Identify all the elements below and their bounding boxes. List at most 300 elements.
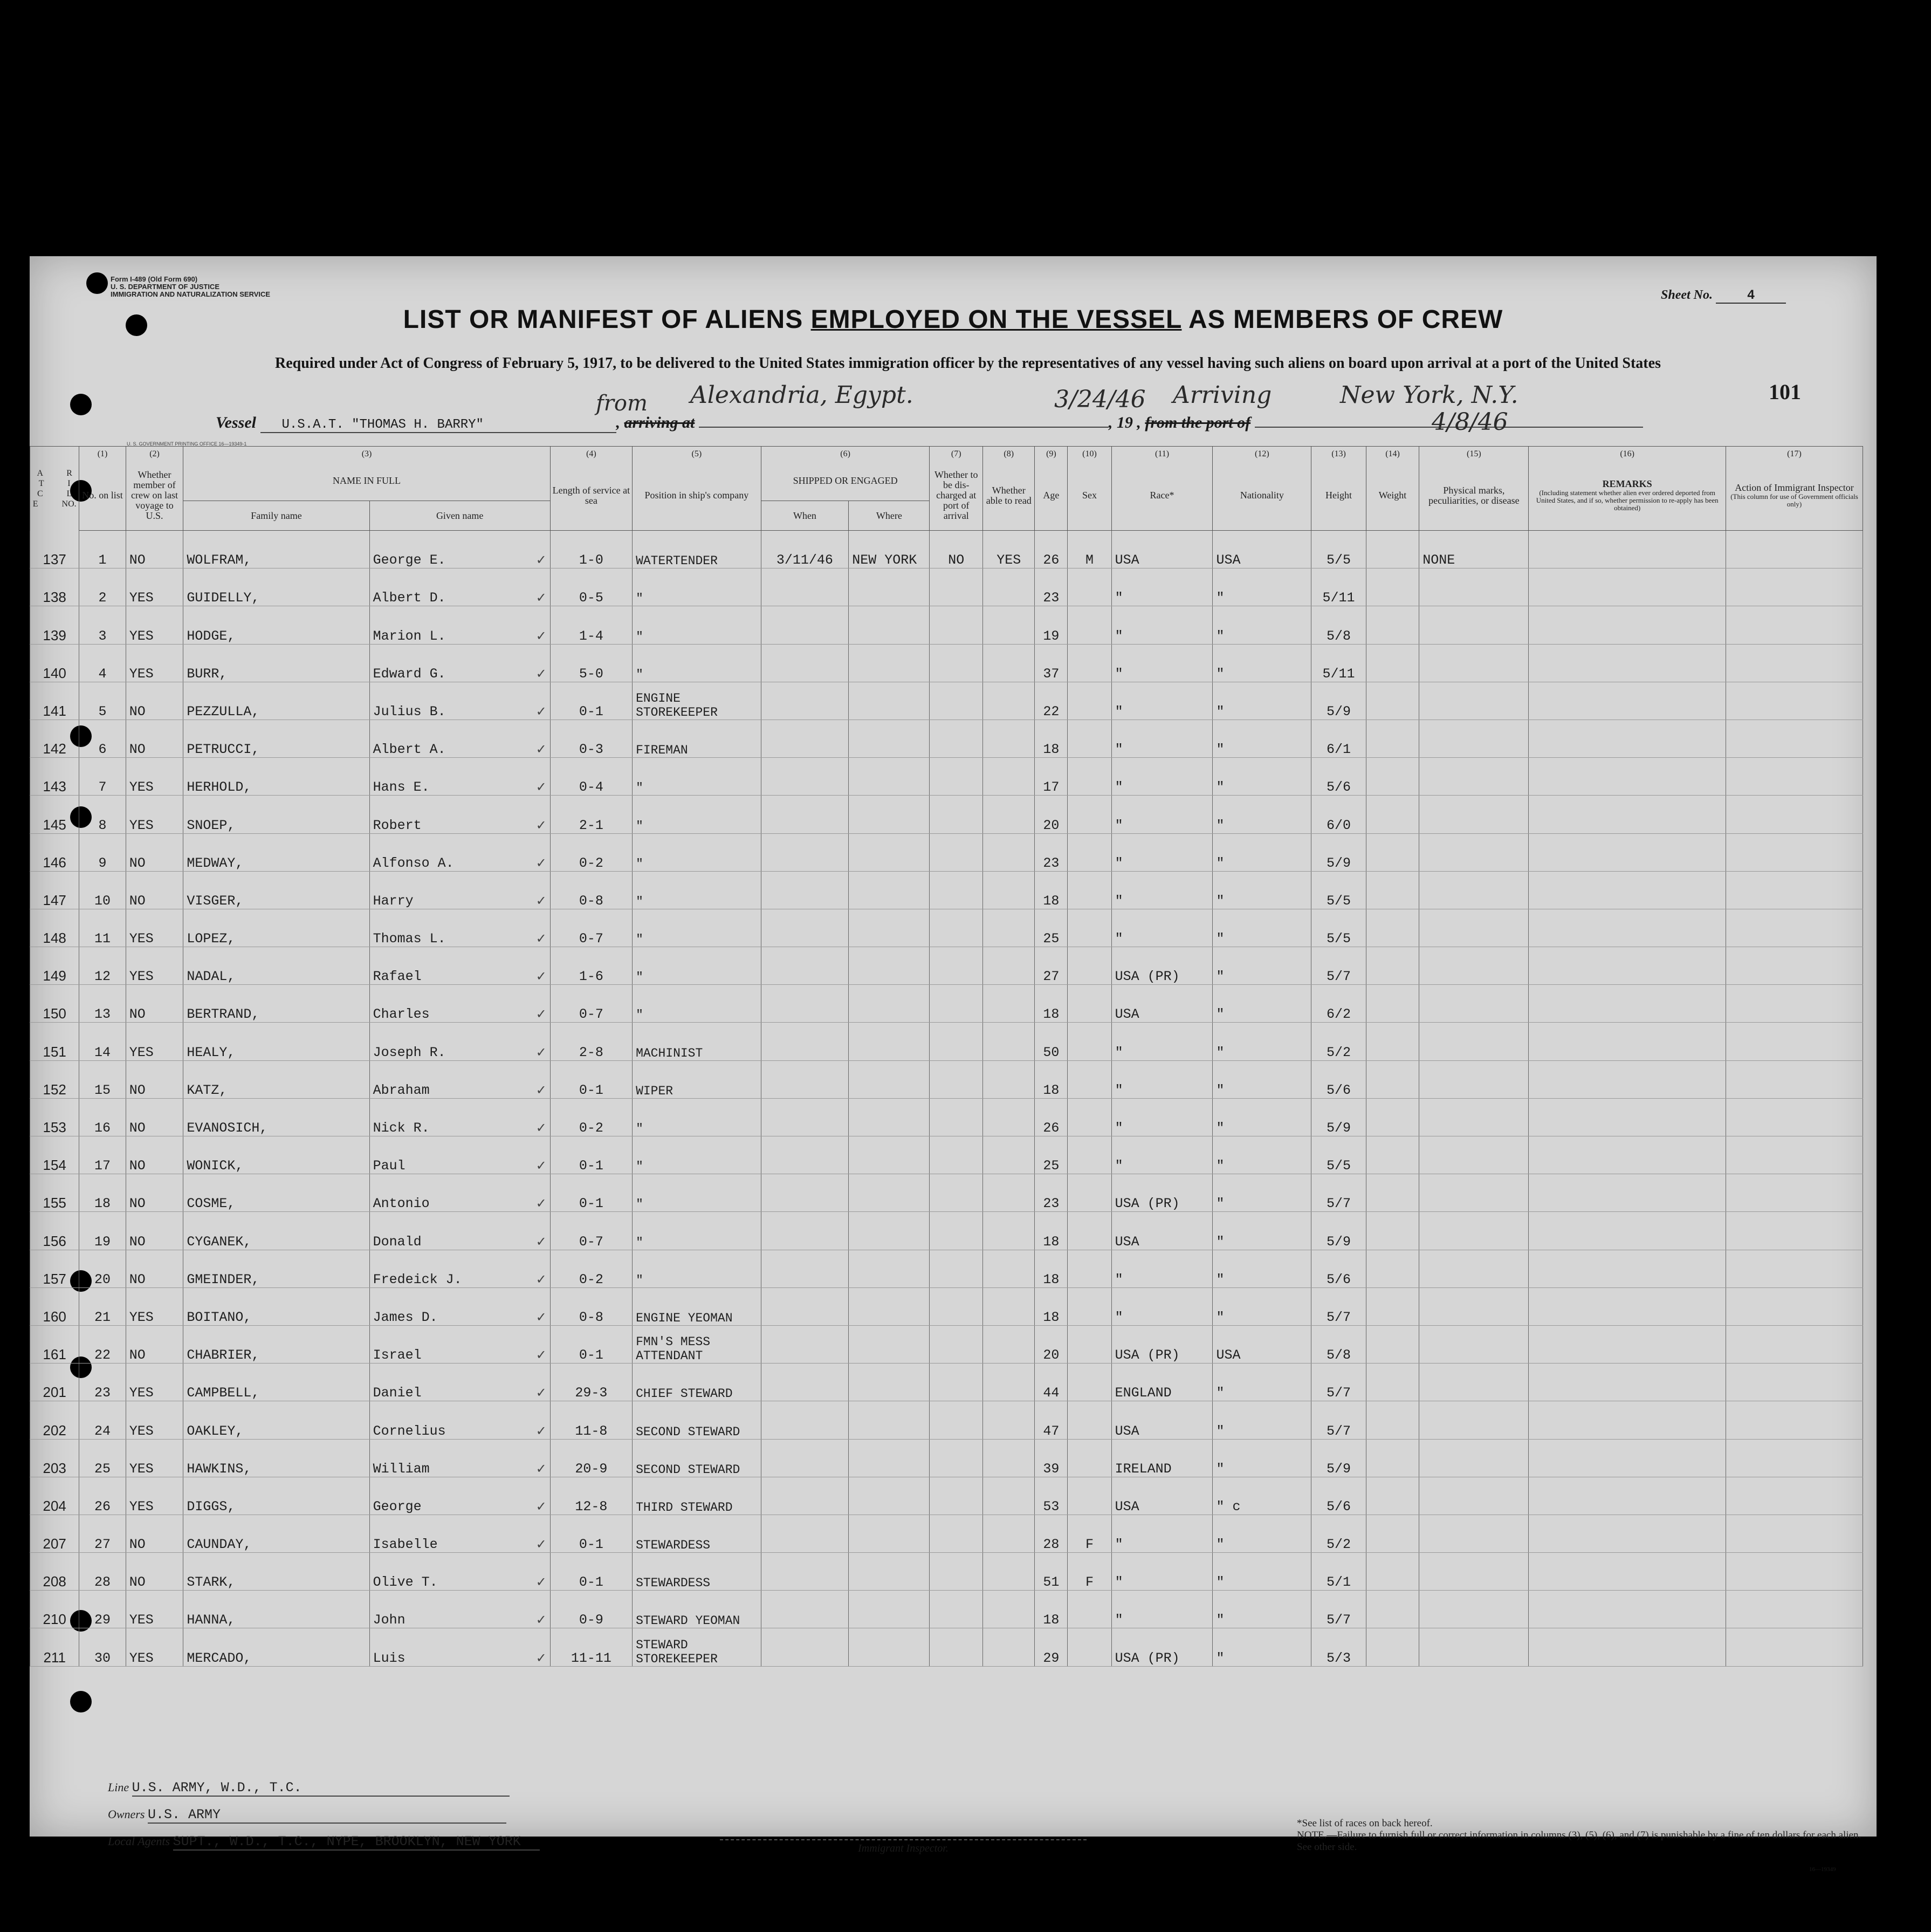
height: 5/6 bbox=[1327, 1498, 1351, 1515]
position-cell bbox=[633, 1628, 761, 1666]
form-service: IMMIGRATION AND NATURALIZATION SERVICE bbox=[111, 290, 271, 298]
col-height: Height bbox=[1311, 461, 1366, 531]
position-cell bbox=[633, 1212, 761, 1250]
list-number: 22 bbox=[94, 1347, 111, 1364]
last-voyage: YES bbox=[129, 1309, 154, 1325]
race-cell bbox=[1111, 1174, 1213, 1212]
list-number: 17 bbox=[94, 1158, 111, 1174]
height: 5/5 bbox=[1327, 552, 1351, 568]
service-length-cell bbox=[550, 568, 632, 606]
article-number: 151 bbox=[43, 1043, 66, 1060]
nationality-cell bbox=[1213, 833, 1311, 871]
given-name: Nick R. bbox=[373, 1120, 430, 1136]
inspector-action-cell bbox=[1726, 1364, 1863, 1401]
race: " bbox=[1115, 703, 1123, 720]
age-cell bbox=[1035, 644, 1068, 682]
nationality-cell bbox=[1213, 985, 1311, 1023]
table-row bbox=[30, 644, 1863, 682]
article-number-cell bbox=[30, 644, 79, 682]
service-length-cell bbox=[550, 909, 632, 947]
table-row bbox=[30, 1098, 1863, 1136]
owners-field bbox=[108, 1807, 506, 1824]
article-number-cell bbox=[30, 947, 79, 985]
height: 5/11 bbox=[1322, 590, 1355, 606]
height: 6/2 bbox=[1327, 1006, 1351, 1023]
height: 5/9 bbox=[1327, 1234, 1351, 1250]
discharged-cell bbox=[930, 606, 983, 644]
age: 25 bbox=[1043, 1158, 1060, 1174]
sex-cell bbox=[1068, 644, 1111, 682]
handwritten-destination: New York, N.Y. bbox=[1340, 381, 1518, 409]
family-name-cell bbox=[183, 1515, 369, 1552]
table-row bbox=[30, 720, 1863, 757]
inspector-action-cell bbox=[1726, 682, 1863, 720]
height: 5/8 bbox=[1327, 1347, 1351, 1364]
height-cell bbox=[1311, 1477, 1366, 1515]
nationality-cell bbox=[1213, 568, 1311, 606]
given-name-cell bbox=[369, 1401, 550, 1439]
able-to-read-cell bbox=[982, 1628, 1034, 1666]
nationality-cell bbox=[1213, 1136, 1311, 1174]
check-mark-icon: ✓ bbox=[535, 1158, 547, 1174]
sex-cell bbox=[1068, 909, 1111, 947]
remarks-cell bbox=[1529, 682, 1726, 720]
family-name: SNOEP, bbox=[187, 817, 236, 833]
service-length: 0-1 bbox=[579, 703, 603, 720]
column-number-row bbox=[30, 447, 1863, 461]
race-cell bbox=[1111, 947, 1213, 985]
list-number: 16 bbox=[94, 1120, 111, 1136]
physical-marks-cell bbox=[1419, 796, 1529, 833]
check-mark-icon: ✓ bbox=[535, 1309, 547, 1325]
check-mark-icon: ✓ bbox=[535, 1574, 547, 1590]
check-mark-icon: ✓ bbox=[535, 1461, 547, 1476]
physical-marks-cell bbox=[1419, 568, 1529, 606]
race-cell bbox=[1111, 796, 1213, 833]
physical-marks-cell bbox=[1419, 1023, 1529, 1060]
shipped-when-cell bbox=[761, 947, 848, 985]
shipped-where-cell bbox=[849, 947, 930, 985]
age-cell bbox=[1035, 909, 1068, 947]
sex-cell bbox=[1068, 531, 1111, 568]
height-cell bbox=[1311, 1628, 1366, 1666]
race: " bbox=[1115, 1537, 1123, 1553]
height: 5/11 bbox=[1322, 666, 1355, 682]
col-11-number: (11) bbox=[1111, 447, 1213, 461]
height: 5/6 bbox=[1327, 1082, 1351, 1098]
inspector-action-cell bbox=[1726, 1136, 1863, 1174]
position: WIPER bbox=[636, 1084, 674, 1098]
position-cell bbox=[633, 1060, 761, 1098]
sex-cell bbox=[1068, 606, 1111, 644]
able-to-read-cell bbox=[982, 909, 1034, 947]
able-to-read-cell bbox=[982, 1325, 1034, 1363]
from-port-label: from the port of bbox=[1145, 414, 1251, 431]
last-voyage-cell bbox=[126, 1023, 183, 1060]
sex-cell bbox=[1068, 1023, 1111, 1060]
physical-marks-cell bbox=[1419, 1325, 1529, 1363]
able-to-read-cell bbox=[982, 947, 1034, 985]
family-name: WONICK, bbox=[187, 1158, 244, 1174]
article-number-cell bbox=[30, 1553, 79, 1591]
age-cell bbox=[1035, 568, 1068, 606]
nationality-cell bbox=[1213, 1287, 1311, 1325]
physical-marks-cell bbox=[1419, 1098, 1529, 1136]
discharged-cell bbox=[930, 1325, 983, 1363]
list-number-cell bbox=[79, 1401, 126, 1439]
family-name: BURR, bbox=[187, 666, 228, 682]
discharged-cell bbox=[930, 1136, 983, 1174]
list-number-cell bbox=[79, 871, 126, 909]
list-number-cell bbox=[79, 644, 126, 682]
nationality-cell bbox=[1213, 1174, 1311, 1212]
position: ENGINE STOREKEEPER bbox=[636, 691, 718, 720]
shipped-when-cell bbox=[761, 1287, 848, 1325]
printer-line: U. S. GOVERNMENT PRINTING OFFICE 16—19349-1 bbox=[127, 441, 247, 447]
list-number: 11 bbox=[94, 931, 111, 947]
position-cell bbox=[633, 644, 761, 682]
col-race: Race* bbox=[1111, 461, 1213, 531]
shipped-where-cell bbox=[849, 1364, 930, 1401]
height-cell bbox=[1311, 531, 1366, 568]
remarks-cell bbox=[1529, 1287, 1726, 1325]
position: STEWARDESS bbox=[636, 1538, 711, 1553]
shipped-when-cell bbox=[761, 1628, 848, 1666]
able-to-read-cell bbox=[982, 1591, 1034, 1628]
service-length: 0-4 bbox=[579, 779, 603, 796]
height: 5/7 bbox=[1327, 969, 1351, 985]
col-family-name: Family name bbox=[183, 501, 369, 531]
position: " bbox=[636, 1122, 643, 1136]
given-name-cell bbox=[369, 644, 550, 682]
last-voyage-cell bbox=[126, 1174, 183, 1212]
list-number: 13 bbox=[94, 1006, 111, 1023]
col-last-voyage: Whether member of crew on last voyage to U.S. bbox=[126, 461, 183, 531]
service-length: 12-8 bbox=[575, 1498, 608, 1515]
shipped-when-cell bbox=[761, 568, 848, 606]
remarks-cell bbox=[1529, 531, 1726, 568]
article-number-cell bbox=[30, 833, 79, 871]
height-cell bbox=[1311, 1060, 1366, 1098]
remarks-cell bbox=[1529, 720, 1726, 757]
physical-marks-cell bbox=[1419, 1553, 1529, 1591]
handwritten-from: from bbox=[596, 391, 648, 416]
punch-hole bbox=[70, 1691, 92, 1712]
age: 47 bbox=[1043, 1423, 1060, 1439]
nationality: " bbox=[1216, 1309, 1225, 1325]
race: IRELAND bbox=[1115, 1461, 1172, 1477]
table-row bbox=[30, 1325, 1863, 1363]
service-length: 0-2 bbox=[579, 1120, 603, 1136]
able-to-read-cell bbox=[982, 1023, 1034, 1060]
position: STEWARD YEOMAN bbox=[636, 1614, 740, 1628]
article-number-cell bbox=[30, 1477, 79, 1515]
physical-marks-cell bbox=[1419, 1477, 1529, 1515]
given-name-cell bbox=[369, 531, 550, 568]
height-cell bbox=[1311, 1553, 1366, 1591]
able-to-read-cell bbox=[982, 1174, 1034, 1212]
article-number: 208 bbox=[43, 1573, 66, 1590]
sex: M bbox=[1085, 552, 1094, 568]
last-voyage-cell bbox=[126, 682, 183, 720]
check-mark-icon: ✓ bbox=[535, 1234, 547, 1249]
age: 22 bbox=[1043, 703, 1060, 720]
col-discharged: Whether to be dis-charged at port of arrival bbox=[930, 461, 983, 531]
list-number-cell bbox=[79, 1628, 126, 1666]
article-number: 156 bbox=[43, 1232, 66, 1249]
physical-marks-cell bbox=[1419, 1287, 1529, 1325]
height: 5/9 bbox=[1327, 855, 1351, 871]
owners-label: Owners bbox=[108, 1807, 145, 1821]
col-physical-marks: Physical marks, peculiarities, or disease bbox=[1419, 461, 1529, 531]
table-row bbox=[30, 1060, 1863, 1098]
weight-cell bbox=[1366, 1212, 1419, 1250]
family-name-cell bbox=[183, 1250, 369, 1287]
article-number: 207 bbox=[43, 1536, 66, 1552]
article-number-cell bbox=[30, 1439, 79, 1477]
col-8-number: (8) bbox=[982, 447, 1034, 461]
nationality: " bbox=[1216, 1196, 1225, 1212]
family-name: KATZ, bbox=[187, 1082, 228, 1098]
discharged-cell bbox=[930, 720, 983, 757]
article-number: 161 bbox=[43, 1346, 66, 1363]
race-cell bbox=[1111, 1060, 1213, 1098]
shipped-where-cell bbox=[849, 682, 930, 720]
race: " bbox=[1115, 1309, 1123, 1325]
service-length-cell bbox=[550, 1287, 632, 1325]
last-voyage: NO bbox=[129, 1158, 146, 1174]
shipped-where-cell bbox=[849, 909, 930, 947]
position-cell bbox=[633, 1591, 761, 1628]
last-voyage: YES bbox=[129, 779, 154, 796]
position: " bbox=[636, 1008, 643, 1023]
age-cell bbox=[1035, 833, 1068, 871]
given-name: Marion L. bbox=[373, 628, 446, 644]
article-number: 155 bbox=[43, 1195, 66, 1211]
family-name-cell bbox=[183, 909, 369, 947]
sex-cell bbox=[1068, 1515, 1111, 1552]
list-number: 7 bbox=[98, 779, 107, 796]
position-cell bbox=[633, 1250, 761, 1287]
weight-cell bbox=[1366, 1250, 1419, 1287]
nationality-cell bbox=[1213, 1628, 1311, 1666]
article-number-cell bbox=[30, 1174, 79, 1212]
age-cell bbox=[1035, 1250, 1068, 1287]
article-number: 137 bbox=[43, 551, 66, 568]
discharged-cell bbox=[930, 1098, 983, 1136]
discharged-cell bbox=[930, 1060, 983, 1098]
shipped-where-cell bbox=[849, 833, 930, 871]
position: " bbox=[636, 1197, 643, 1212]
inspector-action-cell bbox=[1726, 1174, 1863, 1212]
discharged-cell bbox=[930, 1628, 983, 1666]
race-cell bbox=[1111, 1136, 1213, 1174]
physical-marks-cell bbox=[1419, 682, 1529, 720]
nationality: " c bbox=[1216, 1498, 1241, 1515]
race: " bbox=[1115, 742, 1123, 758]
article-number: 152 bbox=[43, 1081, 66, 1098]
check-mark-icon: ✓ bbox=[535, 628, 547, 643]
last-voyage: YES bbox=[129, 1423, 154, 1439]
given-name-cell bbox=[369, 1136, 550, 1174]
height-cell bbox=[1311, 682, 1366, 720]
article-number-cell bbox=[30, 1060, 79, 1098]
list-number-cell bbox=[79, 1477, 126, 1515]
discharged-cell bbox=[930, 1023, 983, 1060]
col-9-number: (9) bbox=[1035, 447, 1068, 461]
height: 5/9 bbox=[1327, 1461, 1351, 1477]
given-name-cell bbox=[369, 1553, 550, 1591]
race: " bbox=[1115, 1271, 1123, 1287]
shipped-where-cell bbox=[849, 1250, 930, 1287]
remarks-cell bbox=[1529, 1136, 1726, 1174]
weight-cell bbox=[1366, 1628, 1419, 1666]
service-length: 0-8 bbox=[579, 893, 603, 909]
table-row bbox=[30, 1628, 1863, 1666]
weight-cell bbox=[1366, 758, 1419, 796]
shipped-when-cell bbox=[761, 833, 848, 871]
article-number: 210 bbox=[43, 1611, 66, 1628]
shipped-where-cell bbox=[849, 871, 930, 909]
service-length: 1-0 bbox=[579, 552, 603, 568]
sex: F bbox=[1085, 1537, 1094, 1553]
family-name: STARK, bbox=[187, 1574, 236, 1591]
race: USA (PR) bbox=[1115, 1347, 1180, 1364]
article-number: 143 bbox=[43, 778, 66, 795]
height-cell bbox=[1311, 1250, 1366, 1287]
service-length-cell bbox=[550, 871, 632, 909]
height: 5/7 bbox=[1327, 1385, 1351, 1401]
age: 23 bbox=[1043, 1196, 1060, 1212]
weight-cell bbox=[1366, 833, 1419, 871]
able-to-read-cell bbox=[982, 568, 1034, 606]
position: " bbox=[636, 857, 643, 871]
remarks-cell bbox=[1529, 871, 1726, 909]
check-mark-icon: ✓ bbox=[535, 552, 547, 568]
list-number: 1 bbox=[98, 552, 107, 568]
list-number: 27 bbox=[94, 1537, 111, 1553]
family-name-cell bbox=[183, 1023, 369, 1060]
shipped-when-cell bbox=[761, 1591, 848, 1628]
given-name-cell bbox=[369, 947, 550, 985]
last-voyage-cell bbox=[126, 531, 183, 568]
height: 6/0 bbox=[1327, 817, 1351, 833]
race: " bbox=[1115, 893, 1123, 909]
physical-marks-cell bbox=[1419, 531, 1529, 568]
remarks-title: REMARKS bbox=[1602, 478, 1652, 489]
height: 5/7 bbox=[1327, 1612, 1351, 1628]
discharged-cell bbox=[930, 1174, 983, 1212]
family-name: LOPEZ, bbox=[187, 931, 236, 947]
age: 37 bbox=[1043, 666, 1060, 682]
age: 51 bbox=[1043, 1574, 1060, 1591]
sheet-number-label: Sheet No. bbox=[1661, 288, 1713, 302]
remarks-cell bbox=[1529, 909, 1726, 947]
age-cell bbox=[1035, 1628, 1068, 1666]
table-row bbox=[30, 833, 1863, 871]
list-number: 21 bbox=[94, 1309, 111, 1325]
able-to-read-cell bbox=[982, 1401, 1034, 1439]
family-name: BOITANO, bbox=[187, 1309, 252, 1325]
family-name-cell bbox=[183, 1477, 369, 1515]
family-name: EVANOSICH, bbox=[187, 1120, 268, 1136]
last-voyage-cell bbox=[126, 985, 183, 1023]
last-voyage-cell bbox=[126, 1250, 183, 1287]
service-length-cell bbox=[550, 1401, 632, 1439]
inspector-action-cell bbox=[1726, 1325, 1863, 1363]
weight-cell bbox=[1366, 1136, 1419, 1174]
shipped-when-cell bbox=[761, 682, 848, 720]
inspector-action-cell bbox=[1726, 1098, 1863, 1136]
age: 44 bbox=[1043, 1385, 1060, 1401]
position: STEWARDESS bbox=[636, 1576, 711, 1591]
shipped-where-cell bbox=[849, 1060, 930, 1098]
article-number-cell bbox=[30, 1098, 79, 1136]
list-number-cell bbox=[79, 1136, 126, 1174]
list-number: 25 bbox=[94, 1461, 111, 1477]
age: 18 bbox=[1043, 893, 1060, 909]
position: CHIEF STEWARD bbox=[636, 1387, 733, 1401]
position-cell bbox=[633, 833, 761, 871]
last-voyage: NO bbox=[129, 552, 146, 568]
able-to-read-cell bbox=[982, 720, 1034, 757]
physical-marks-cell bbox=[1419, 758, 1529, 796]
family-name-cell bbox=[183, 1287, 369, 1325]
service-length-cell bbox=[550, 947, 632, 985]
age: 26 bbox=[1043, 1120, 1060, 1136]
shipped-where-cell bbox=[849, 1174, 930, 1212]
list-number-cell bbox=[79, 1250, 126, 1287]
title-part-2: EMPLOYED ON THE VESSEL bbox=[810, 305, 1182, 334]
race-cell bbox=[1111, 1250, 1213, 1287]
weight-cell bbox=[1366, 682, 1419, 720]
remarks-note: (Including statement whether alien ever ordered deported from United States, and if so, whether permission to re-apply has been obtained) bbox=[1536, 489, 1719, 512]
nationality: " bbox=[1216, 779, 1225, 796]
race: " bbox=[1115, 666, 1123, 682]
race: " bbox=[1115, 931, 1123, 947]
service-length-cell bbox=[550, 1591, 632, 1628]
title-part-1: LIST OR MANIFEST OF ALIENS bbox=[403, 305, 811, 334]
race-cell bbox=[1111, 1325, 1213, 1363]
sex-cell bbox=[1068, 568, 1111, 606]
inspector-action-cell bbox=[1726, 833, 1863, 871]
col-3-number: (3) bbox=[183, 447, 550, 461]
given-name-cell bbox=[369, 1212, 550, 1250]
shipped-when: 3/11/46 bbox=[776, 552, 833, 568]
height-cell bbox=[1311, 606, 1366, 644]
table-row bbox=[30, 1174, 1863, 1212]
check-mark-icon: ✓ bbox=[535, 779, 547, 795]
nationality-cell bbox=[1213, 1250, 1311, 1287]
discharged-cell bbox=[930, 985, 983, 1023]
sex-cell bbox=[1068, 1628, 1111, 1666]
nationality-cell bbox=[1213, 1553, 1311, 1591]
shipped-when-cell bbox=[761, 1553, 848, 1591]
last-voyage: NO bbox=[129, 1271, 146, 1287]
list-number-cell bbox=[79, 682, 126, 720]
age-cell bbox=[1035, 871, 1068, 909]
shipped-where-cell bbox=[849, 1401, 930, 1439]
check-mark-icon: ✓ bbox=[535, 1347, 547, 1363]
article-number-cell bbox=[30, 1515, 79, 1552]
family-name: HODGE, bbox=[187, 628, 236, 644]
age: 23 bbox=[1043, 855, 1060, 871]
age-cell bbox=[1035, 1325, 1068, 1363]
last-voyage: NO bbox=[129, 1574, 146, 1591]
check-mark-icon: ✓ bbox=[535, 666, 547, 681]
sex-cell bbox=[1068, 1553, 1111, 1591]
last-voyage: YES bbox=[129, 969, 154, 985]
